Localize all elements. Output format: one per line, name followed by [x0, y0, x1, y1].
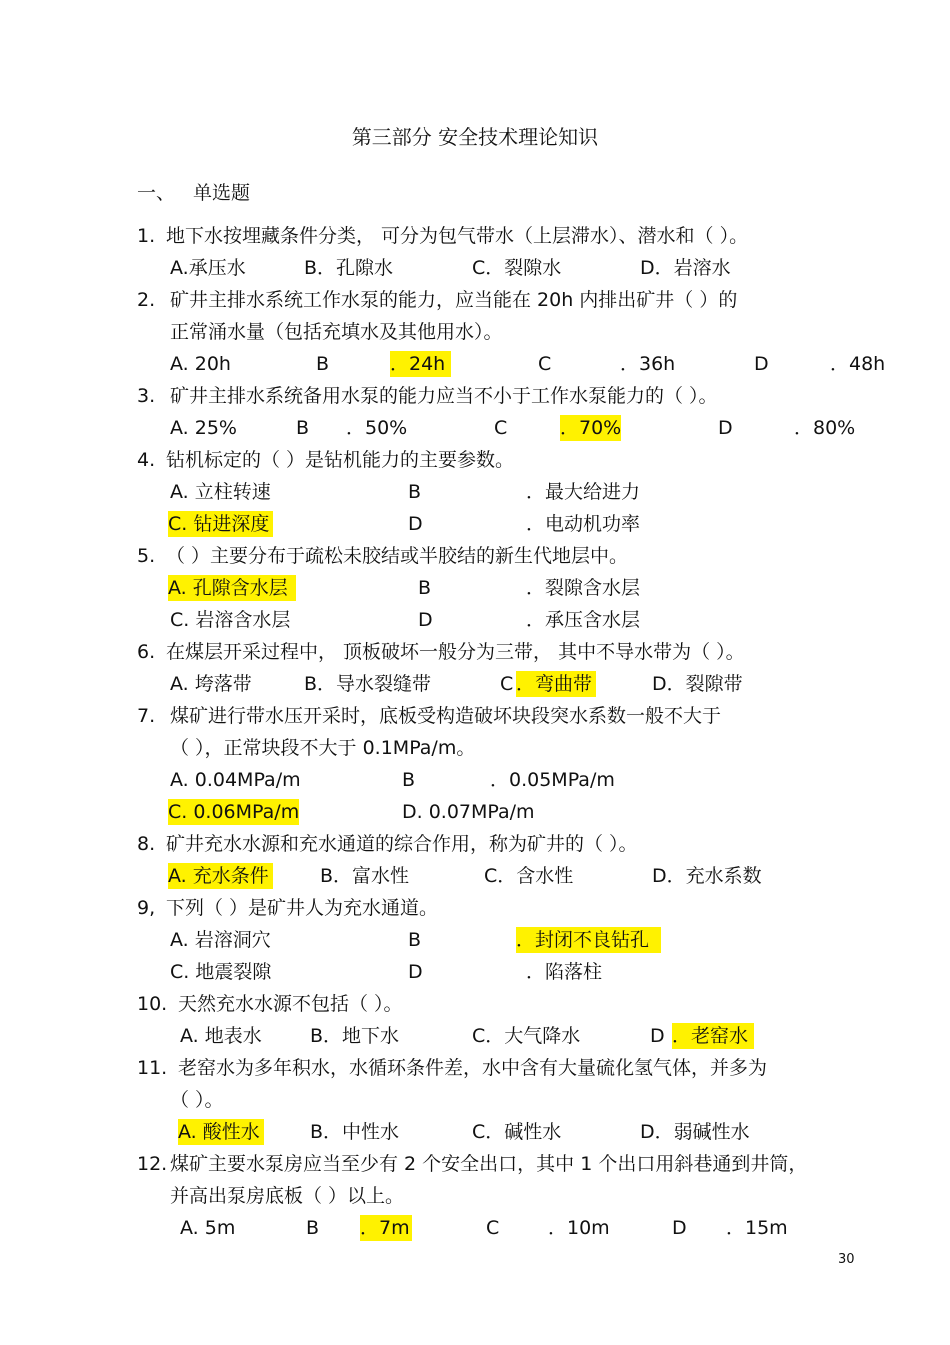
option-a-answer-highlighted: A. 孔隙含水层 — [168, 575, 296, 601]
option-b-answer-highlighted: ．封闭不良钻孔 — [516, 927, 661, 953]
question-text-continued: （ ），正常块段不大于 0.1MPa/m。 — [170, 737, 476, 759]
option-c-answer-highlighted: C. 0.06MPa/m — [168, 801, 300, 823]
question-text: 矿井主排水系统备用水泵的能力应当不小于工作水泵能力的（ ）。 — [170, 385, 718, 407]
option-b-answer-highlighted: ．7m — [360, 1217, 410, 1239]
option-b-text: ．裂隙含水层 — [526, 577, 641, 599]
option-d: D. 0.07MPa/m — [402, 801, 535, 823]
option-d-letter: D — [754, 353, 769, 375]
option-a: A. 5m — [180, 1217, 236, 1239]
option-c-letter: C — [538, 353, 552, 375]
option-c: C．含水性 — [484, 865, 574, 887]
question-number: 3. — [137, 385, 156, 407]
question-number: 4. — [137, 449, 156, 471]
option-c: C．裂隙水 — [472, 257, 562, 279]
option-c: C．碱性水 — [472, 1121, 562, 1143]
option-c: C．大气降水 — [472, 1025, 581, 1047]
option-a: A. 地表水 — [180, 1025, 262, 1047]
option-d: D．弱碱性水 — [640, 1121, 750, 1143]
question-number: 5. — [137, 545, 156, 567]
option-d-letter: D — [672, 1217, 687, 1239]
question-number: 12. — [137, 1153, 168, 1175]
option-b-letter: B — [408, 929, 422, 951]
option-a-answer-highlighted: A. 酸性水 — [178, 1119, 264, 1145]
question-text: （ ）主要分布于疏松未胶结或半胶结的新生代地层中。 — [166, 545, 629, 567]
option-d-letter: D — [718, 417, 733, 439]
option-d: D．裂隙带 — [652, 673, 743, 695]
option-a: A. 垮落带 — [170, 673, 252, 695]
option-d: D．充水系数 — [652, 865, 762, 887]
question-text: 老窑水为多年积水，水循环条件差，水中含有大量硫化氢气体，并多为 — [178, 1057, 768, 1079]
question-text: 煤矿主要水泵房应当至少有 2 个安全出口，其中 1 个出口用斜巷通到井筒， — [170, 1153, 808, 1175]
option-c-letter: C — [500, 673, 514, 695]
option-d-text: ．48h — [830, 353, 886, 375]
option-d-text: ．陷落柱 — [526, 961, 603, 983]
option-b-letter: B — [296, 417, 310, 439]
option-b: B．孔隙水 — [304, 257, 394, 279]
option-c-text: ．10m — [548, 1217, 610, 1239]
option-c: C. 地震裂隙 — [170, 961, 272, 983]
question-number: 10. — [137, 993, 168, 1015]
option-d-text: ．80% — [794, 417, 856, 439]
question-number: 8. — [137, 833, 156, 855]
option-d-answer-highlighted: ．老窑水 — [672, 1023, 754, 1049]
question-number: 7. — [137, 705, 156, 727]
option-c-answer-highlighted: ．70% — [560, 417, 622, 439]
question-number: 11. — [137, 1057, 168, 1079]
option-b-text: ．最大给进力 — [526, 481, 641, 503]
question-text: 在煤层开采过程中， 顶板破坏一般分为三带， 其中不导水带为（ ）。 — [166, 641, 745, 663]
option-d-text: ．电动机功率 — [526, 513, 641, 535]
question-text: 煤矿进行带水压开采时，底板受构造破坏块段突水系数一般不大于 — [170, 705, 722, 727]
question-text-continued: 正常涌水量（包括充填水及其他用水）。 — [170, 321, 503, 343]
option-a: A. 岩溶洞穴 — [170, 929, 271, 951]
question-text: 下列（ ）是矿井人为充水通道。 — [166, 897, 439, 919]
option-a: A.承压水 — [170, 257, 246, 279]
option-a: A. 0.04MPa/m — [170, 769, 301, 791]
option-b-letter: B — [306, 1217, 320, 1239]
question-text: 天然充水水源不包括（ ）。 — [178, 993, 403, 1015]
option-a: A. 25% — [170, 417, 237, 439]
option-c-answer-highlighted: C. 钻进深度 — [168, 511, 273, 537]
option-d-letter: D — [650, 1025, 665, 1047]
section-label: 单选题 — [193, 182, 251, 204]
option-c-letter: C — [494, 417, 508, 439]
option-b: B．富水性 — [320, 865, 410, 887]
option-c-answer-highlighted: ．弯曲带 — [516, 671, 596, 697]
option-b-text: ．50% — [346, 417, 408, 439]
question-number: 1. — [137, 225, 156, 247]
section-number: 一、 — [137, 182, 176, 204]
option-b: B．中性水 — [310, 1121, 400, 1143]
question-number: 9, — [137, 897, 156, 919]
option-d-text: ．15m — [726, 1217, 788, 1239]
option-b-letter: B — [402, 769, 416, 791]
option-d: D．岩溶水 — [640, 257, 731, 279]
question-text: 地下水按埋藏条件分类， 可分为包气带水（上层滞水）、潜水和（ ）。 — [166, 225, 749, 247]
question-text-continued: 并高出泵房底板（ ）以上。 — [170, 1185, 405, 1207]
option-b-letter: B — [418, 577, 432, 599]
option-a-answer-highlighted: A. 充水条件 — [168, 863, 273, 889]
option-a: A. 20h — [170, 353, 231, 375]
question-text: 钻机标定的（ ）是钻机能力的主要参数。 — [166, 449, 515, 471]
option-d-letter: D — [408, 513, 423, 535]
page-title: 第三部分 安全技术理论知识 — [351, 125, 599, 149]
option-c-text: ．36h — [620, 353, 676, 375]
question-text: 矿井充水水源和充水通道的综合作用，称为矿井的（ ）。 — [166, 833, 638, 855]
option-d-letter: D — [418, 609, 433, 631]
option-b: B．地下水 — [310, 1025, 400, 1047]
option-c-letter: C — [486, 1217, 500, 1239]
option-b-letter: B — [408, 481, 422, 503]
question-text: 矿井主排水系统工作水泵的能力，应当能在 20h 内排出矿井（ ）的 — [170, 289, 738, 311]
option-b: B．导水裂缝带 — [304, 673, 432, 695]
option-a: A. 立柱转速 — [170, 481, 271, 503]
page-number: 30 — [838, 1252, 855, 1267]
question-text-continued: （ ）。 — [170, 1089, 224, 1111]
option-c: C. 岩溶含水层 — [170, 609, 291, 631]
option-d-text: ．承压含水层 — [526, 609, 641, 631]
question-number: 2. — [137, 289, 156, 311]
question-number: 6. — [137, 641, 156, 663]
option-b-letter: B — [316, 353, 330, 375]
option-b-text: ．0.05MPa/m — [490, 769, 615, 791]
option-d-letter: D — [408, 961, 423, 983]
option-b-answer-highlighted: ．24h — [390, 351, 451, 377]
